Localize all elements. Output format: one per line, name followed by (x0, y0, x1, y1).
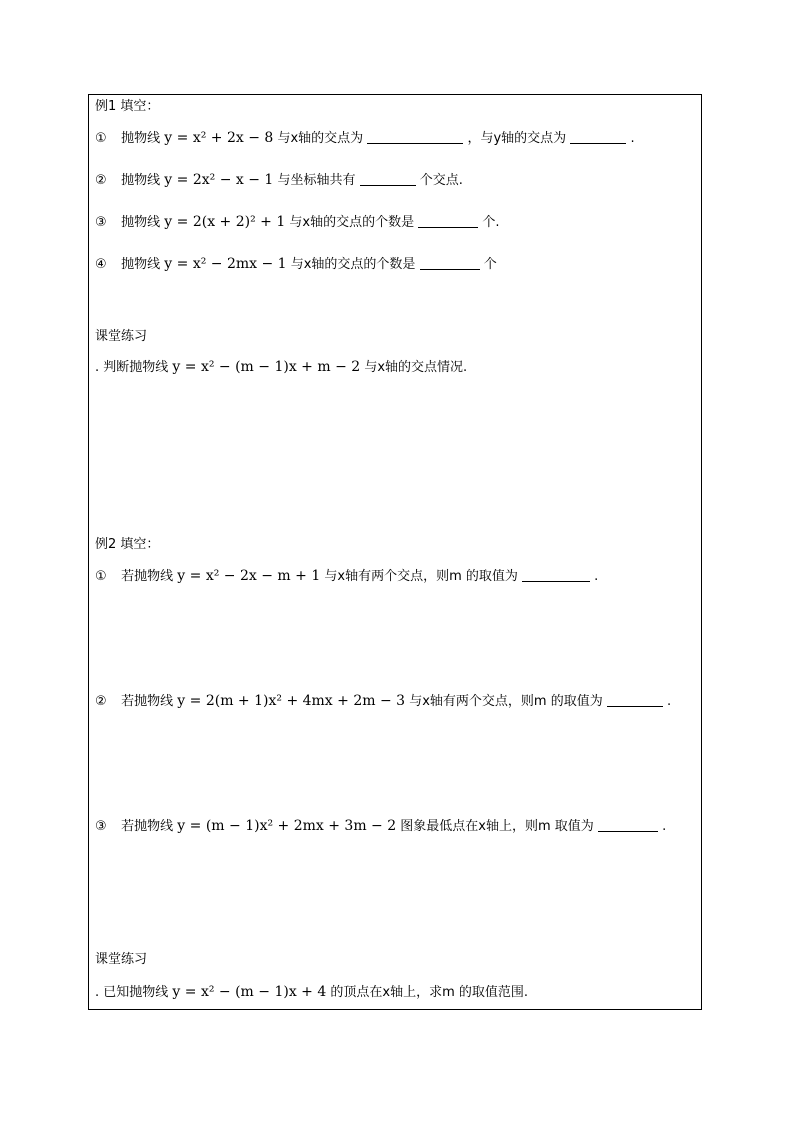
item-formula: y = 2(m + 1)x² + 4mx + 2m − 3 (177, 693, 406, 709)
item-text: 图象最低点在x轴上，则m 取值为 (400, 819, 594, 834)
question-end: 的顶点在x轴上，求m 的取值范围. (330, 985, 529, 1000)
item-number: ③ (95, 215, 107, 230)
answer-blank[interactable] (607, 705, 663, 707)
example-1-item-2 (95, 171, 463, 189)
example-1-item-1 (95, 129, 635, 147)
item-formula: y = 2x² − x − 1 (164, 172, 274, 188)
worksheet-frame (88, 94, 702, 1010)
example-2-item-1 (95, 567, 598, 585)
question-formula: y = x² − (m − 1)x + m − 2 (172, 359, 361, 375)
example-2-item-3 (95, 817, 666, 835)
answer-blank[interactable] (418, 226, 478, 228)
item-end: . (630, 131, 635, 146)
answer-blank[interactable] (367, 142, 463, 144)
item-formula: y = x² + 2x − 8 (164, 130, 274, 146)
item-text-2: ，与y轴的交点为 (467, 131, 567, 146)
item-prefix: 抛物线 (121, 257, 161, 272)
example-1-title: 例1 填空： (95, 99, 160, 114)
item-end: 个交点. (419, 173, 463, 188)
question-prefix: . 已知抛物线 (95, 985, 169, 1000)
practice-1-title: 课堂练习 (95, 329, 148, 344)
item-prefix: 若抛物线 (121, 819, 174, 834)
answer-blank[interactable] (522, 580, 590, 582)
item-text: 与x轴的交点的个数是 (289, 215, 415, 230)
item-formula: y = x² − 2x − m + 1 (177, 568, 321, 584)
item-text: 与x轴有两个交点，则m 的取值为 (324, 569, 518, 584)
item-end: . (662, 819, 667, 834)
item-text: 与x轴的交点的个数是 (290, 257, 416, 272)
item-number: ① (95, 569, 107, 584)
item-prefix: 抛物线 (121, 173, 161, 188)
answer-blank[interactable] (570, 142, 626, 144)
item-text: 与x轴有两个交点，则m 的取值为 (409, 694, 603, 709)
item-prefix: 若抛物线 (121, 569, 174, 584)
answer-blank[interactable] (360, 184, 416, 186)
item-prefix: 若抛物线 (121, 694, 174, 709)
item-formula: y = (m − 1)x² + 2mx + 3m − 2 (177, 818, 397, 834)
practice-2-question (95, 983, 528, 1001)
item-text: 与坐标轴共有 (277, 173, 356, 188)
item-number: ② (95, 694, 107, 709)
example-2-title: 例2 填空： (95, 537, 160, 552)
item-number: ① (95, 131, 107, 146)
example-2-item-2 (95, 692, 671, 710)
example-1-item-4 (95, 255, 497, 273)
item-end: 个. (482, 215, 500, 230)
item-end: . (666, 694, 672, 709)
item-formula: y = 2(x + 2)² + 1 (164, 214, 286, 230)
practice-1-question (95, 358, 467, 376)
item-end: 个 (483, 257, 497, 272)
item-number: ② (95, 173, 107, 188)
item-formula: y = x² − 2mx − 1 (164, 256, 287, 272)
question-formula: y = x² − (m − 1)x + 4 (172, 984, 327, 1000)
item-prefix: 抛物线 (121, 131, 161, 146)
item-text: 与x轴的交点为 (277, 131, 364, 146)
question-end: 与x轴的交点情况. (364, 360, 468, 375)
item-number: ③ (95, 819, 107, 834)
answer-blank[interactable] (598, 830, 658, 832)
answer-blank[interactable] (420, 268, 480, 270)
practice-2-title: 课堂练习 (95, 952, 148, 967)
example-1-item-3 (95, 213, 500, 231)
question-prefix: . 判断抛物线 (95, 360, 169, 375)
item-end: . (594, 569, 599, 584)
item-prefix: 抛物线 (121, 215, 161, 230)
item-number: ④ (95, 257, 107, 272)
